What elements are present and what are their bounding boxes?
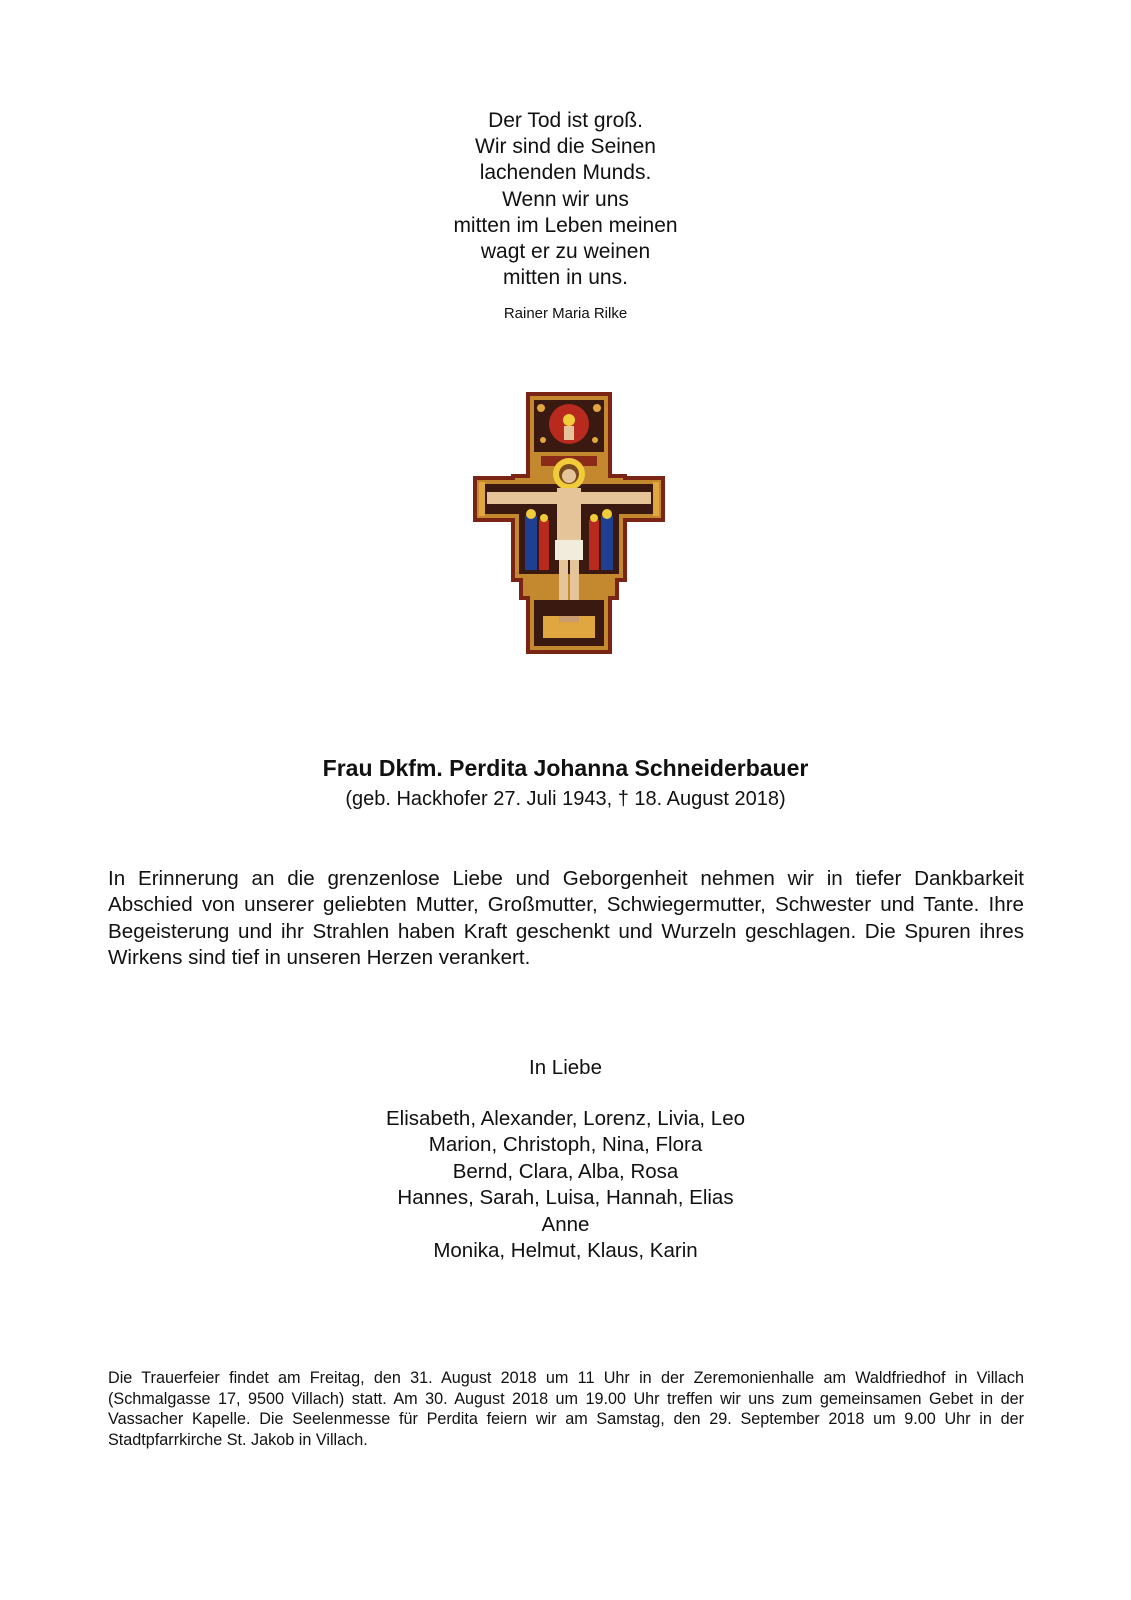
deceased-dates: (geb. Hackhofer 27. Juli 1943, † 18. August 2018) — [345, 788, 786, 810]
poem — [0, 108, 1131, 291]
poem-line: Der Tod ist groß. — [488, 109, 643, 132]
poem-line: Wenn wir uns — [502, 187, 629, 211]
service-info: Die Trauerfeier findet am Freitag, den 31. August 2018 um 11 Uhr in der Zeremonienhalle am Waldfriedhof in Villach (Schmalgasse 17, 9500 Villach) statt. Am 30. August 2018 um 19.00 Uhr treffen wir uns zum gemeinsamen Gebet in der Vassacher Kapelle. Die Seelenmesse für Perdita feiern wir am Samstag, den 29. September 2018 um 9.00 Uhr in der Stadtpfarrkirche St. Jakob in Villach. — [108, 1369, 1024, 1449]
mourners-list — [0, 1106, 1131, 1264]
mourners-line: Elisabeth, Alexander, Lorenz, Livia, Leo — [386, 1107, 745, 1130]
poem-author: Rainer Maria Rilke — [503, 305, 628, 322]
poem-line: lachenden Munds. — [479, 161, 652, 185]
mourners-line: Anne — [541, 1212, 590, 1236]
san-damiano-crucifix-icon — [473, 392, 665, 654]
tribute-paragraph: In Erinnerung an die grenzenlose Liebe und Geborgenheit nehmen wir in tiefer Dankbarkeit Abschied von unserer geliebten Mutter, Großmutter, Schwiegermutter, Schwester und Tante. Ihre Begeisterung und ihr Strahlen haben Kraft geschenkt und Wurzeln geschlagen. Die Spuren ihres Wirkens sind tief in unseren Herzen verankert. — [108, 867, 1024, 970]
mourners-line: Hannes, Sarah, Luisa, Hannah, Elias — [397, 1186, 734, 1210]
closing-phrase: In Liebe — [529, 1056, 602, 1079]
poem-line: wagt er zu weinen — [480, 240, 651, 264]
poem-line: mitten im Leben meinen — [453, 213, 678, 237]
poem-line: Wir sind die Seinen — [475, 135, 656, 159]
deceased-name: Frau Dkfm. Perdita Johanna Schneiderbauer — [322, 755, 809, 781]
mourners-line: Bernd, Clara, Alba, Rosa — [452, 1159, 679, 1183]
poem-line: mitten in uns. — [503, 266, 628, 290]
crucifix-image — [473, 392, 665, 654]
mourners-line: Marion, Christoph, Nina, Flora — [428, 1133, 703, 1157]
mourners-line: Monika, Helmut, Klaus, Karin — [433, 1239, 698, 1263]
